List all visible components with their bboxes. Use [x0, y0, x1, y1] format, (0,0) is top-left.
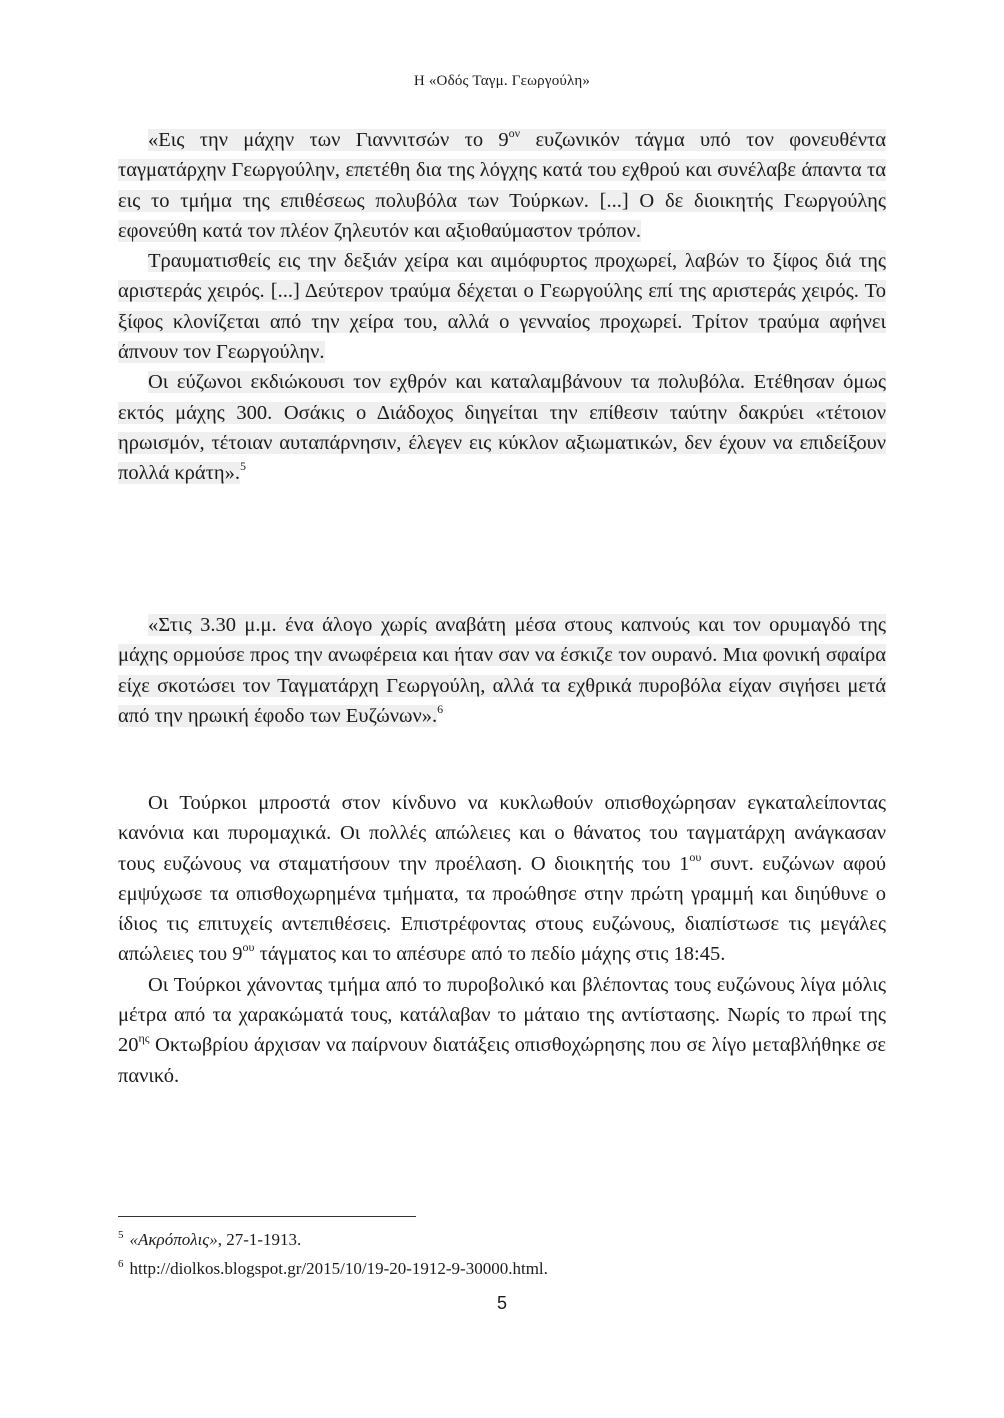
- quote2-text: «Στις 3.30 μ.μ. ένα άλογο χωρίς αναβάτη μέσα στους καπνούς και τον ορυμαγδό της μάχης ορμούσε προς την ανωφέρεια και ήταν σαν να έσκιζε τον ουρανό. Μια φονική σφαίρα είχε σκοτώσει τον Ταγματάρχη Γεωργούλη, αλλά τα εχθρικά πυροβόλα είχαν σιγήσει μετά από την ηρωική έφοδο των Ευζώνων».: [118, 614, 886, 727]
- quote1-p1-text-a: «Εις την μάχην των Γιαννιτσών το 9: [148, 129, 509, 151]
- body-p1-text-c: τάγματος και το απέσυρε από το πεδίο μάχης στις 18:45.: [254, 943, 726, 966]
- body-p1-text-a: Οι Τούρκοι μπροστά στον κίνδυνο να κυκλωθούν οπισθοχώρησαν εγκαταλείποντας κανόνια και πυρομαχικά. Οι πολλές απώλειες και ο θάνατος του ταγματάρχη ανάγκασαν τους ευζώνους να σταματήσουν την προέλαση. Ο διοικητής του 1: [118, 792, 886, 875]
- footnote-source-title: «Ακρόπολις»: [129, 1230, 218, 1249]
- quote1-paragraph-3: [118, 367, 886, 488]
- footnote-number: 6: [118, 1258, 124, 1270]
- footnote-number: 5: [118, 1229, 124, 1241]
- quote-block-2: [118, 610, 886, 731]
- footnote-divider: [118, 1216, 416, 1217]
- body-p1-text-b: συντ. ευζώνων αφού εμψύχωσε τα οπισθοχωρημένα τμήματα, τα προώθησε στην πρώτη γραμμή και διηύθυνε ο ίδιος τις επιτυχείς αντεπιθέσεις. Επιστρέφοντας στους ευζώνους, διαπίστωσε τις μεγάλες απώλειες του 9: [118, 852, 886, 966]
- quote-block-1: [118, 125, 886, 489]
- ordinal-superscript: ου: [242, 940, 255, 955]
- quote1-p2-text: Τραυματισθείς εις την δεξιάν χείρα και αιμόφυρτος προχωρεί, λαβών το ξίφος διά της αριστεράς χειρός. [...] Δεύτερον τραύμα δέχεται ο Γεωργούλης επί της αριστεράς χειρός. Το ξίφος κλονίζεται από την χείρα του, αλλά ο γενναίος προχωρεί. Τρίτον τραύμα αφήνει άπνουν τον Γεωργούλην.: [118, 250, 886, 364]
- running-header: Η «Οδός Ταγμ. Γεωργούλη»: [413, 73, 591, 89]
- quote1-paragraph-1: [118, 125, 886, 246]
- footnote-ref-6[interactable]: 6: [437, 701, 444, 716]
- body-p2-text-a: Οι Τούρκοι χάνοντας τμήμα από το πυροβολικό και βλέποντας τους ευζώνους λίγα μόλις μέτρα από τα χαρακώματά τους, κατάλαβαν το μάταιο της αντίστασης. Νωρίς το πρωί της 20: [118, 973, 886, 1057]
- quote2-paragraph: [118, 610, 886, 731]
- quote1-paragraph-2: [118, 246, 886, 367]
- footnote-5: [118, 1229, 886, 1251]
- page-number: 5: [496, 1293, 507, 1313]
- footnote-ref-5[interactable]: 5: [239, 459, 246, 474]
- ordinal-superscript: ου: [689, 849, 702, 864]
- quote1-p1-text-b: ευζωνικόν τάγμα υπό τον φονευθέντα ταγματάρχην Γεωργούλην, επετέθη δια της λόγχης κατά του εχθρού και συνέλαβε άπαντα τα εις το τμήμα της επιθέσεως πολυβόλα των Τούρκων. [...] Ο δε διοικητής Γεωργούλης εφονεύθη κατά τον πλέον ζηλευτόν και αξιοθαύμαστον τρόπον.: [118, 129, 886, 242]
- body-paragraph-2: [118, 970, 886, 1091]
- ordinal-superscript: ης: [138, 1031, 150, 1046]
- footnote-6: [118, 1258, 886, 1280]
- body-text: [118, 788, 886, 1091]
- quote1-p3-text: Οι εύζωνοι εκδιώκουσι τον εχθρόν και καταλαμβάνουν τα πολυβόλα. Ετέθησαν όμως εκτός μάχης 300. Οσάκις ο Διάδοχος διηγείται την επίθεσιν ταύτην δακρύει «τέτοιον ηρωισμόν, τέτοιαν αυταπάρνησιν, έλεγεν εις κύκλον αξιωματικών, δεν έχουν να επιδείξουν πολλά κράτη».: [118, 371, 886, 485]
- body-p2-text-b: Οκτωβρίου άρχισαν να παίρνουν διατάξεις οπισθοχώρησης που σε λίγο μεταβλήθηκε σε πανικό.: [118, 1034, 886, 1087]
- footnote-date: , 27-1-1913.: [217, 1230, 302, 1249]
- footnote-url-link[interactable]: http://diolkos.blogspot.gr/2015/10/19-20-1912-9-30000.html.: [129, 1259, 548, 1278]
- ordinal-superscript: ον: [508, 126, 521, 140]
- body-paragraph-1: [118, 788, 886, 970]
